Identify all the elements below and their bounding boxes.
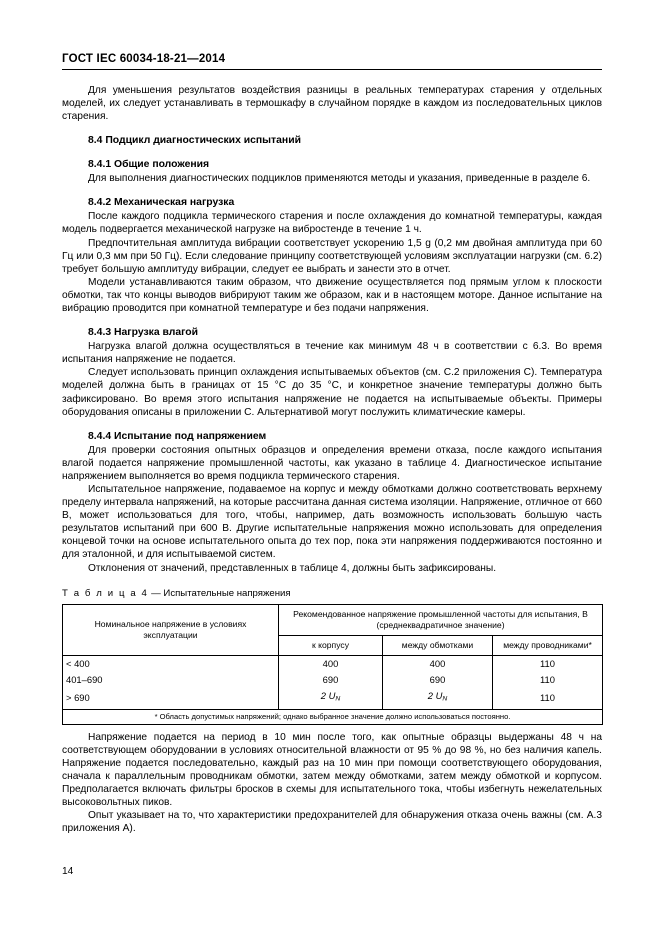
- cell-nominal-1: < 400: [63, 655, 279, 672]
- cell-to-frame-3-value: 2 U: [320, 690, 336, 702]
- closing-paragraph-1: Напряжение подается на период в 10 мин после того, как опытные образцы выдержаны 48 ч на соответствующем оборудовании в условиях относительной влажности от 95 % до 98 %, но без наличия капель. Напряжение подается последовательно, каждый раз на 10 мин при помощи соответствующего оборудования, сначала к параллельным проводникам обмотки, затем между обмотками, затем между обмоткой и корпусом. Предполагается включать фильтры бросков в схемы для испытательного тока, чтобы избегнуть нежелательных высоковольтных пиков.: [62, 731, 602, 808]
- header-to-frame: к корпусу: [279, 635, 383, 655]
- table-header-row-1: [63, 604, 603, 635]
- intro-paragraph: Для уменьшения результатов воздействия разницы в реальных температурах старения у отдельных моделей, их следует устанавливать в термошкафу в случайном порядке в каждом из последовательных циклов старения.: [62, 85, 602, 123]
- cell-between-conductors-3: 110: [493, 688, 603, 709]
- header-between-conductors: между проводниками*: [493, 635, 603, 655]
- section-heading-8-4-3: 8.4.3 Нагрузка влагой: [88, 327, 199, 339]
- paragraph-8-4-3-1: Нагрузка влагой должна осуществляться в течение как минимум 48 ч в соответствии с 6.3. Во время испытания напряжение не подается.: [62, 341, 602, 366]
- table-caption-title: Испытательные напряжения: [163, 587, 291, 599]
- section-heading-8-4: 8.4 Подцикл диагностических испытаний: [88, 135, 301, 147]
- paragraph-8-4-4-1: Для проверки состояния опытных образцов и определения времени отказа, после каждого испытания влагой подается напряжение промышленной частоты, как указано в таблице 4. Диагностическое испытание напряжением выполняется во время подцикла термического старения.: [62, 444, 602, 482]
- cell-between-windings-3: [383, 688, 493, 709]
- header-recommended-voltage-group: Рекомендованное напряжение промышленной частоты для испытания, В (среднеквадратичное значение): [279, 604, 603, 635]
- paragraph-8-4-4-3: Отклонения от значений, представленных в таблице 4, должны быть зафиксированы.: [88, 562, 497, 574]
- table-caption: [62, 588, 602, 600]
- cell-to-frame-1: 400: [279, 655, 383, 672]
- table-footnote-row: [63, 709, 603, 724]
- page-content: [62, 52, 602, 835]
- section-heading-8-4-1: 8.4.1 Общие положения: [88, 159, 210, 171]
- table-row: [63, 688, 603, 709]
- table-row: [63, 672, 603, 688]
- cell-between-conductors-2: 110: [493, 672, 603, 688]
- cell-nominal-3: > 690: [63, 688, 279, 709]
- table-footnote: * Область допустимых напряжений; однако выбранное значение должно использоваться постоянно.: [63, 709, 603, 724]
- document-header-title: ГОСТ IEC 60034-18-21—2014: [62, 53, 226, 65]
- header-between-windings: между обмотками: [383, 635, 493, 655]
- cell-between-windings-1: 400: [383, 655, 493, 672]
- table-caption-label: Т а б л и ц а 4: [62, 587, 149, 599]
- cell-to-frame-3: [279, 688, 383, 709]
- cell-between-conductors-1: 110: [493, 655, 603, 672]
- cell-between-windings-3-subscript: N: [442, 696, 448, 704]
- paragraph-8-4-1-1: Для выполнения диагностических подциклов применяются методы и указания, приведенные в разделе 6.: [88, 173, 591, 185]
- paragraph-8-4-4-2: Испытательное напряжение, подаваемое на корпус и между обмотками должно соответствовать верхнему пределу интервала напряжений, на которые рассчитана данная система изоляции. Напряжение, отличное от 660 В, может использоваться для того, чтобы, например, дать возможность использовать большую часть результатов испытаний при 600 В. Другие испытательные напряжения можно использовать для определения концевой точки на основе испытательного опыта до тех пор, пока эти напряжения поддерживаются постоянно и для эталонной, и для испытываемой систем.: [62, 483, 602, 561]
- cell-between-windings-2: 690: [383, 672, 493, 688]
- test-voltages-table: [62, 604, 603, 725]
- paragraph-8-4-3-2: Следует использовать принцип охлаждения испытываемых объектов (см. С.2 приложения С). Температура моделей должна быть в границах от 15 °С до 35 °С, и конкретное значение температуры должно быть зафиксировано. Во время этого испытания напряжение не подается на испытываемые объекты. Примеры оборудования описаны в приложении С. Альтернативой могут послужить климатические камеры.: [62, 367, 602, 418]
- closing-paragraph-2: Опыт указывает на то, что характеристики предохранителей для обнаружения отказа очень важны (см. А.3 приложения А).: [62, 810, 602, 835]
- paragraph-8-4-2-3: Модели устанавливаются таким образом, что движение осуществляется под прямым углом к плоскости обмотки, так что концы выводов вибрируют таким же образом, как и в настоящем моторе. Данное испытание на вибрацию проводится при комнатной температуре и без подачи напряжения.: [62, 276, 602, 315]
- paragraph-8-4-2-2: Предпочтительная амплитуда вибрации соответствует ускорению 1,5 g (0,2 мм двойная амплитуда при 60 Гц или 0,3 мм при 50 Гц). Если следование принципу соответствующей условиям эксплуатации нагрузки (см. 6.2) требует большую амплитуду вибрации, следует ее выбрать и занести это в отчет.: [62, 237, 602, 275]
- cell-to-frame-2: 690: [279, 672, 383, 688]
- section-heading-8-4-4: 8.4.4 Испытание под напряжением: [88, 430, 267, 442]
- page-number: 14: [62, 866, 74, 877]
- cell-between-windings-3-value: 2 U: [427, 690, 443, 702]
- table-row: [63, 655, 603, 672]
- header-nominal-voltage: Номинальное напряжение в условиях эксплуатации: [63, 604, 279, 655]
- header-divider: [62, 69, 602, 70]
- cell-to-frame-3-subscript: N: [335, 696, 341, 704]
- section-heading-8-4-2: 8.4.2 Механическая нагрузка: [88, 197, 235, 209]
- paragraph-8-4-2-1: После каждого подцикла термического старения и после охлаждения до комнатной температуры, каждая модель подвергается механической нагрузке на вибростенде в течение 1 ч.: [62, 211, 602, 236]
- cell-nominal-2: 401–690: [63, 672, 279, 688]
- table-caption-dash: —: [148, 587, 164, 599]
